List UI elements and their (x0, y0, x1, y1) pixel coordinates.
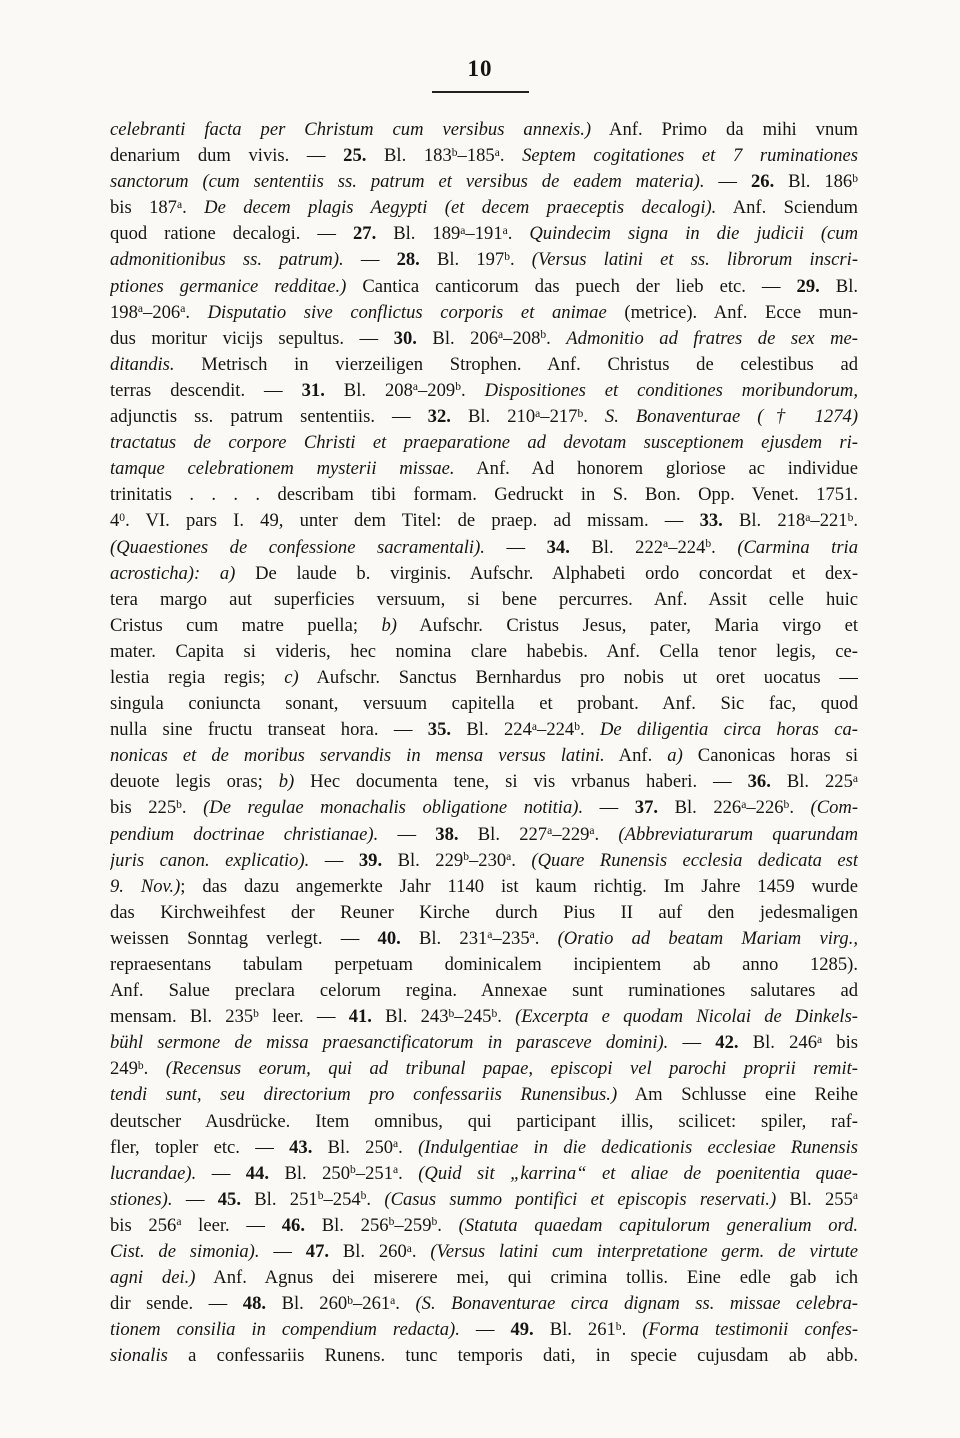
text-line: adjunctis ss. patrum sententiis. — 32. Bl. 210$^a$–217$^b$. S. Bonaventurae († 1274) (110, 406, 858, 428)
text-line: sanctorum (cum sententiis ss. patrum et versibus de eadem materia). — 26. Bl. 186$^b$ (110, 171, 858, 193)
text-line: tamque celebrationem mysterii missae. Anf. Ad honorem gloriose ac individue (110, 458, 858, 480)
text-line: bühl sermone de missa praesanctificatorum in parasceve domini). — 42. Bl. 246$^a$ bis (110, 1032, 858, 1054)
text-line: sionalis a confessariis Runens. tunc temporis dati, in specie cujusdam ab abb. (110, 1345, 858, 1367)
text-line: Anf. Salue preclara celorum regina. Annexae sunt ruminationes salutares ad (110, 980, 858, 1002)
text-line: tionem consilia in compendium redacta). — 49. Bl. 261$^b$. (Forma testimonii confes- (110, 1319, 858, 1341)
text-line: singula coniuncta sonant, versuum capitella et probant. Anf. Sic fac, quod (110, 693, 858, 715)
text-line: mater. Capita si videris, hec nomina clare habebis. Anf. Cella tenor legis, ce- (110, 640, 858, 662)
text-line: deutscher Ausdrücke. Item omnibus, qui participant illis, scilicet: spiler, raf- (110, 1110, 858, 1132)
text-line: denarium dum vivis. — 25. Bl. 183$^b$–185$^a$. Septem cogitationes et 7 ruminationes (110, 145, 858, 167)
text-line: dir sende. — 48. Bl. 260$^b$–261$^a$. (S. Bonaventurae circa dignam ss. missae celebra- (110, 1293, 858, 1315)
text-line: ptiones germanice redditae.) Cantica canticorum das puech der lieb etc. — 29. Bl. (110, 275, 858, 297)
text-line: bis 256$^a$ leer. — 46. Bl. 256$^b$–259$^b$. (Statuta quaedam capitulorum generalium ord. (110, 1214, 858, 1236)
page-header (0, 56, 960, 93)
text-line: trinitatis . . . . describam tibi formam. Gedruckt in S. Bon. Opp. Venet. 1751. (110, 484, 858, 506)
text-line: nulla sine fructu transeat hora. — 35. Bl. 224$^a$–224$^b$. De diligentia circa horas ca- (110, 719, 858, 741)
text-line: dus moritur vicijs sepultus. — 30. Bl. 206$^a$–208$^b$. Admonitio ad fratres de sex me- (110, 327, 858, 349)
page-text (110, 117, 858, 1370)
text-line: lestia regia regis; c) Aufschr. Sanctus Bernhardus pro nobis ut oret uocatus — (110, 666, 858, 688)
text-line: 198$^a$–206$^a$. Disputatio sive conflictus corporis et animae (metrice). Anf. Ecce mun- (110, 301, 858, 323)
text-line: 249$^b$. (Recensus eorum, qui ad tribunal papae, episcopi vel parochi proprii remit- (110, 1058, 858, 1080)
text-line: bis 187$^a$. De decem plagis Aegypti (et decem praeceptis decalogi). Anf. Sciendum (110, 197, 858, 219)
text-line: juris canon. explicatio). — 39. Bl. 229$^b$–230$^a$. (Quare Runensis ecclesia dedicata est (110, 849, 858, 871)
text-line: tractatus de corpore Christi et praeparatione ad devotam susceptionem ejusdem ri- (110, 432, 858, 454)
text-line: 9. Nov.); das dazu angemerkte Jahr 1140 ist kaum richtig. Im Jahre 1459 wurde (110, 875, 858, 897)
text-line: lucrandae). — 44. Bl. 250$^b$–251$^a$. (Quid sit „karrina“ et aliae de poenitentia quae- (110, 1162, 858, 1184)
text-line: acrosticha): a) De laude b. virginis. Aufschr. Alphabeti ordo concordat et dex- (110, 562, 858, 584)
text-line: das Kirchweihfest der Reuner Kirche durch Pius II auf den jedesmaligen (110, 901, 858, 923)
text-line: Cristus cum matre puella; b) Aufschr. Cristus Jesus, pater, Maria virgo et (110, 614, 858, 636)
text-line: repraesentans tabulam perpetuam dominicalem incipientem ab anno 1285). (110, 954, 858, 975)
text-line: bis 225$^b$. (De regulae monachalis obligatione notitia). — 37. Bl. 226$^a$–226$^b$. (Com- (110, 797, 858, 819)
text-line: admonitionibus ss. patrum). — 28. Bl. 197$^b$. (Versus latini et ss. librorum inscri- (110, 249, 858, 271)
text-line: quod ratione decalogi. — 27. Bl. 189$^a$–191$^a$. Quindecim signa in die judicii (cum (110, 223, 858, 245)
text-line: terras descendit. — 31. Bl. 208$^a$–209$^b$. Dispositiones et conditiones moribundorum, (110, 379, 858, 401)
page-number: 10 (432, 56, 529, 93)
text-line: deuote legis oras; b) Hec documenta tene, si vis vrbanus haberi. — 36. Bl. 225$^a$ (110, 771, 858, 793)
text-line: tendi sunt, seu directorium pro confessariis Runensibus.) Am Schlusse eine Reihe (110, 1084, 858, 1106)
text-line: agni dei.) Anf. Agnus dei miserere mei, qui crimina tollis. Eine edle gab ich (110, 1267, 858, 1289)
text-line: stiones). — 45. Bl. 251$^b$–254$^b$. (Casus summo pontifici et episcopis reservati.) Bl. 255$^a$ (110, 1188, 858, 1210)
text-line: celebranti facta per Christum cum versibus annexis.) Anf. Primo da mihi vnum (110, 119, 858, 140)
text-line: ditandis. Metrisch in vierzeiligen Strophen. Anf. Christus de celestibus ad (110, 353, 858, 375)
text-line: fler, topler etc. — 43. Bl. 250$^a$. (Indulgentiae in die dedicationis ecclesiae Runensis (110, 1136, 858, 1158)
text-line: $4^0$. VI. pars I. 49, unter dem Titel: de praep. ad missam. — 33. Bl. 218$^a$–221$^b$. (110, 510, 858, 532)
text-line: Cist. de simonia). — 47. Bl. 260$^a$. (Versus latini cum interpretatione germ. de virtute (110, 1241, 858, 1263)
text-line: (Quaestiones de confessione sacramentali). — 34. Bl. 222$^a$–224$^b$. (Carmina tria (110, 536, 858, 558)
text-line: tera margo aut superficies versuum, si bene percurres. Anf. Assit celle huic (110, 588, 858, 610)
text-line: mensam. Bl. 235$^b$ leer. — 41. Bl. 243$^b$–245$^b$. (Excerpta e quodam Nicolai de Dinkels- (110, 1006, 858, 1028)
text-line: nonicas et de moribus servandis in mensa versus latini. Anf. a) Canonicas horas si (110, 745, 858, 767)
text-line: pendium doctrinae christianae). — 38. Bl. 227$^a$–229$^a$. (Abbreviaturarum quarundam (110, 823, 858, 845)
text-line: weissen Sonntag verlegt. — 40. Bl. 231$^a$–235$^a$. (Oratio ad beatam Mariam virg., (110, 927, 858, 949)
